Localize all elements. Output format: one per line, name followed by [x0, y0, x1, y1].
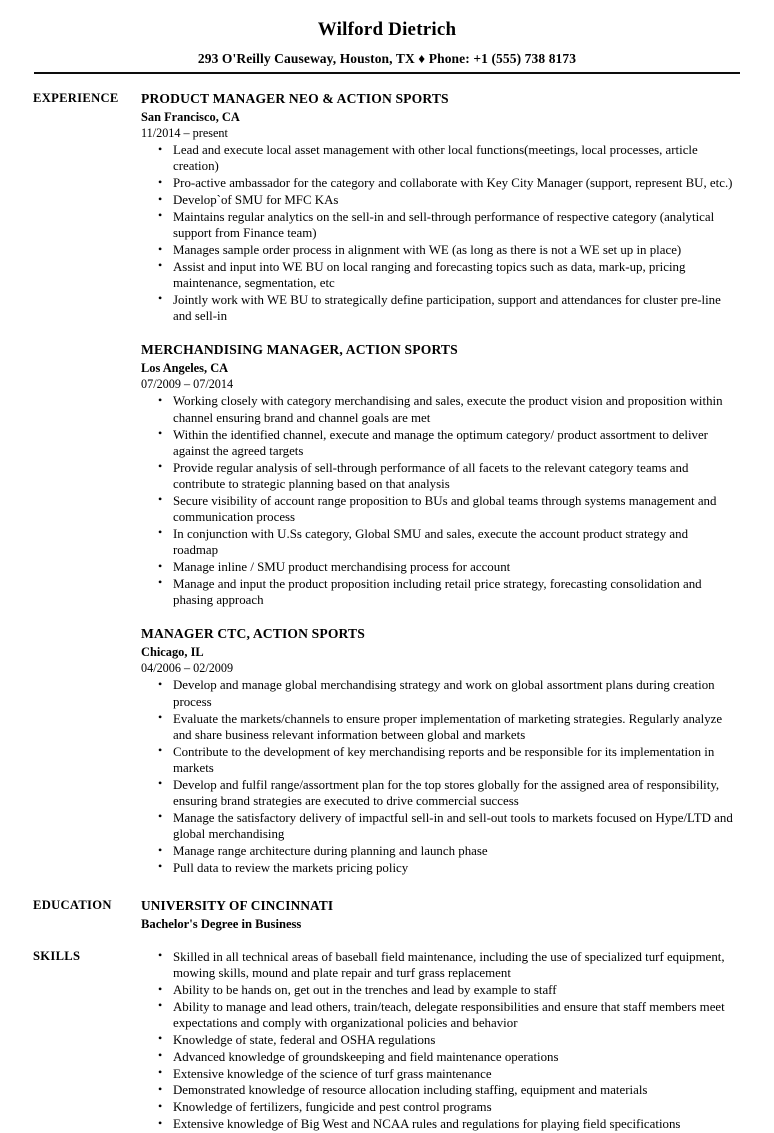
list-item: • In conjunction with U.Ss category, Global SMU and sales, execute the account product strategy and roadmap — [157, 526, 734, 559]
list-item: • Manage the satisfactory delivery of impactful sell-in and sell-out tools to markets focused on Hype/LTD and global merchandising — [157, 810, 734, 843]
job-entry — [141, 341, 734, 608]
list-item: • Develop and manage global merchandising strategy and work on global assortment plans during creation process — [157, 677, 734, 710]
list-item: • Provide regular analysis of sell-through performance of all facets to the relevant category teams and contribute to strategic planning based on that analysis — [157, 460, 734, 493]
job-title: MANAGER CTC, ACTION SPORTS — [141, 626, 365, 641]
list-item: • Skilled in all technical areas of baseball field maintenance, including the use of specialized turf equipment, mowing skills, mound and plate repair and turf grass replacement — [157, 949, 734, 982]
education-school: UNIVERSITY OF CINCINNATI — [141, 897, 334, 913]
skills-section — [0, 948, 774, 1133]
spacer — [0, 877, 774, 897]
skills-label: SKILLS — [33, 948, 81, 963]
education-label: EDUCATION — [33, 897, 112, 912]
list-item: • Contribute to the development of key merchandising reports and be responsible for its implementation in markets — [157, 744, 734, 777]
job-dates: 11/2014 – present — [141, 125, 228, 140]
experience-section — [0, 90, 774, 877]
list-item: • Extensive knowledge of the science of turf grass maintenance — [157, 1066, 734, 1082]
list-item: • Develop`of SMU for MFC KAs — [157, 192, 734, 208]
job-entry — [141, 625, 734, 876]
experience-label: EXPERIENCE — [33, 90, 119, 105]
list-item: • Develop and fulfil range/assortment plan for the top stores globally for the assigned area of responsibility, ensuring brand strategies are executed to drive commercial success — [157, 777, 734, 810]
list-item: • Manages sample order process in alignment with WE (as long as there is not a WE set up in place) — [157, 242, 734, 258]
list-item: • Extensive knowledge of Big West and NCAA rules and regulations for playing field specifications — [157, 1116, 734, 1132]
list-item: • Ability to be hands on, get out in the trenches and lead by example to staff — [157, 982, 734, 998]
list-item: • Demonstrated knowledge of resource allocation including staffing, equipment and materials — [157, 1082, 734, 1098]
list-item: • Manage inline / SMU product merchandising process for account — [157, 559, 734, 575]
list-item: • Within the identified channel, execute and manage the optimum category/ product assortment to deliver against the agreed targets — [157, 427, 734, 460]
contact-line: 293 O'Reilly Causeway, Houston, TX ♦ Phone: +1 (555) 738 8173 — [197, 50, 577, 66]
education-section — [0, 897, 774, 933]
list-item: • Evaluate the markets/channels to ensure proper implementation of marketing strategies. Regularly analyze and share business relevant information between global and markets — [157, 711, 734, 744]
list-item: • Knowledge of fertilizers, fungicide and pest control programs — [157, 1099, 734, 1115]
list-item: • Assist and input into WE BU on local ranging and forecasting topics such as data, mark-up, pricing maintenance, segmentation, etc — [157, 259, 734, 292]
list-item: • Ability to manage and lead others, train/teach, delegate responsibilities and ensure that staff members meet expectations and comply with organizational policies and behavior — [157, 999, 734, 1032]
job-bullet-list — [141, 393, 734, 608]
spacer — [141, 609, 734, 625]
list-item: • Lead and execute local asset management with other local functions(meetings, local processes, article creation) — [157, 142, 734, 175]
list-item: • Pro-active ambassador for the category and collaborate with Key City Manager (support, represent BU, etc.) — [157, 175, 734, 191]
job-title: PRODUCT MANAGER NEO & ACTION SPORTS — [141, 90, 449, 106]
list-item: • Knowledge of state, federal and OSHA regulations — [157, 1032, 734, 1048]
list-item: • Advanced knowledge of groundskeeping and field maintenance operations — [157, 1049, 734, 1065]
spacer — [141, 325, 734, 341]
list-item: • Secure visibility of account range proposition to BUs and global teams through systems management and communication process — [157, 493, 734, 526]
list-item: • Manage range architecture during planning and launch phase — [157, 843, 734, 859]
list-item: • Working closely with category merchandising and sales, execute the product vision and proposition within channel ensuring brand and channel goals are met — [157, 393, 734, 426]
list-item: • Maintains regular analytics on the sell-in and sell-through performance of respective category (analytical support from Finance team) — [157, 209, 734, 242]
job-location: Los Angeles, CA — [141, 361, 229, 376]
job-title: MERCHANDISING MANAGER, ACTION SPORTS — [141, 342, 458, 358]
job-location: Chicago, IL — [141, 645, 204, 660]
education-degree: Bachelor's Degree in Business — [141, 916, 302, 931]
experience-body — [141, 90, 734, 877]
skills-body — [141, 948, 734, 1133]
job-bullet-list — [141, 677, 734, 876]
job-dates: 04/2006 – 02/2009 — [141, 660, 234, 675]
education-body — [141, 897, 734, 933]
spacer — [0, 933, 774, 948]
resume-header — [0, 0, 774, 67]
list-item: • Jointly work with WE BU to strategically define participation, support and attendances for cluster pre-line and sell-in — [157, 292, 734, 325]
job-entry — [141, 90, 734, 325]
skills-bullet-list — [141, 949, 734, 1132]
job-location: San Francisco, CA — [141, 110, 240, 125]
job-bullet-list — [141, 142, 734, 324]
spacer — [0, 74, 774, 90]
job-dates: 07/2009 – 07/2014 — [141, 376, 234, 391]
list-item: • Manage and input the product proposition including retail price strategy, forecasting consolidation and phasing approach — [157, 576, 734, 609]
list-item: • Pull data to review the markets pricing policy — [157, 860, 734, 876]
candidate-name: Wilford Dietrich — [317, 19, 457, 40]
